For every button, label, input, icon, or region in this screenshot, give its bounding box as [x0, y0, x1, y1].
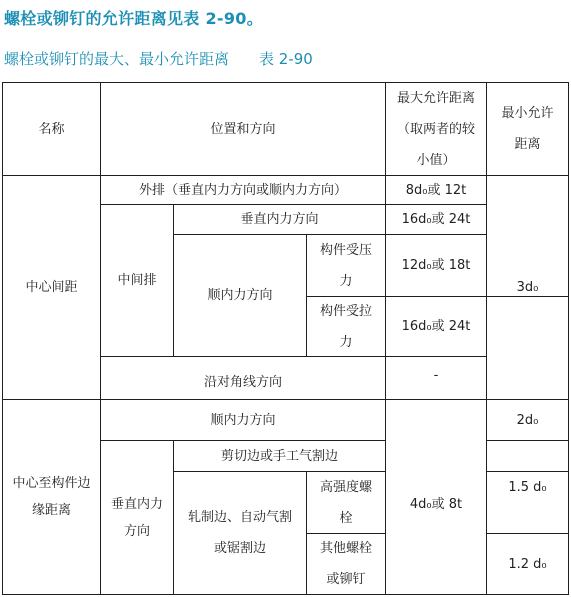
- page-heading: 螺栓或铆钉的允许距离见表 2-90。: [4, 9, 264, 28]
- header-position: 位置和方向: [210, 121, 276, 137]
- header-max-distance: 最大允许距离 （取两者的较 小值）: [396, 90, 475, 168]
- outer-row-max: 8d₀或 12t: [405, 182, 467, 198]
- rolled-edge-label: 轧制边、自动气割 或锯割边: [187, 510, 292, 556]
- other-fasteners-min: 1.2 d₀: [508, 556, 547, 572]
- edge-along-min: 2d₀: [516, 412, 539, 428]
- center-spacing-label: 中心间距: [25, 280, 78, 295]
- edge-along-label: 顺内力方向: [210, 412, 276, 428]
- edge-distance-label: 中心至构件边 缘距离: [12, 476, 91, 518]
- middle-along-label: 顺内力方向: [207, 288, 273, 303]
- compression-label: 构件受压 力: [319, 242, 372, 289]
- center-spacing-min: 3d₀: [516, 280, 539, 295]
- table-number: 表 2-90: [259, 50, 313, 68]
- edge-perpendicular-label: 垂直内力 方向: [110, 496, 163, 539]
- table-caption-title: 螺栓或铆钉的最大、最小允许距离: [4, 50, 230, 68]
- header-name: 名称: [38, 121, 65, 137]
- sheared-edge-min: 1.5 d₀: [508, 479, 547, 495]
- middle-perpendicular-label: 垂直内力方向: [240, 212, 319, 227]
- header-min-distance: 最小允许 距离: [501, 106, 554, 152]
- table-rule: [568, 82, 569, 595]
- high-strength-bolt-label: 高强度螺 栓: [319, 479, 372, 526]
- tension-max: 16d₀或 24t: [401, 319, 471, 334]
- compression-max: 12d₀或 18t: [401, 258, 471, 273]
- other-fasteners-label: 其他螺栓 或铆钉: [319, 541, 372, 587]
- diagonal-label: 沿对角线方向: [203, 374, 282, 390]
- sheared-edge-label: 剪切边或手工气割边: [220, 448, 338, 464]
- tension-label: 构件受拉 力: [319, 303, 372, 350]
- middle-perpendicular-max: 16d₀或 24t: [401, 212, 471, 227]
- outer-row-label: 外排（垂直内力方向或顺内力方向）: [138, 182, 347, 198]
- middle-row-label: 中间排: [117, 273, 157, 288]
- table-rule: [2, 594, 569, 595]
- edge-distance-max: 4d₀或 8t: [409, 496, 463, 512]
- diagonal-max: -: [433, 367, 439, 383]
